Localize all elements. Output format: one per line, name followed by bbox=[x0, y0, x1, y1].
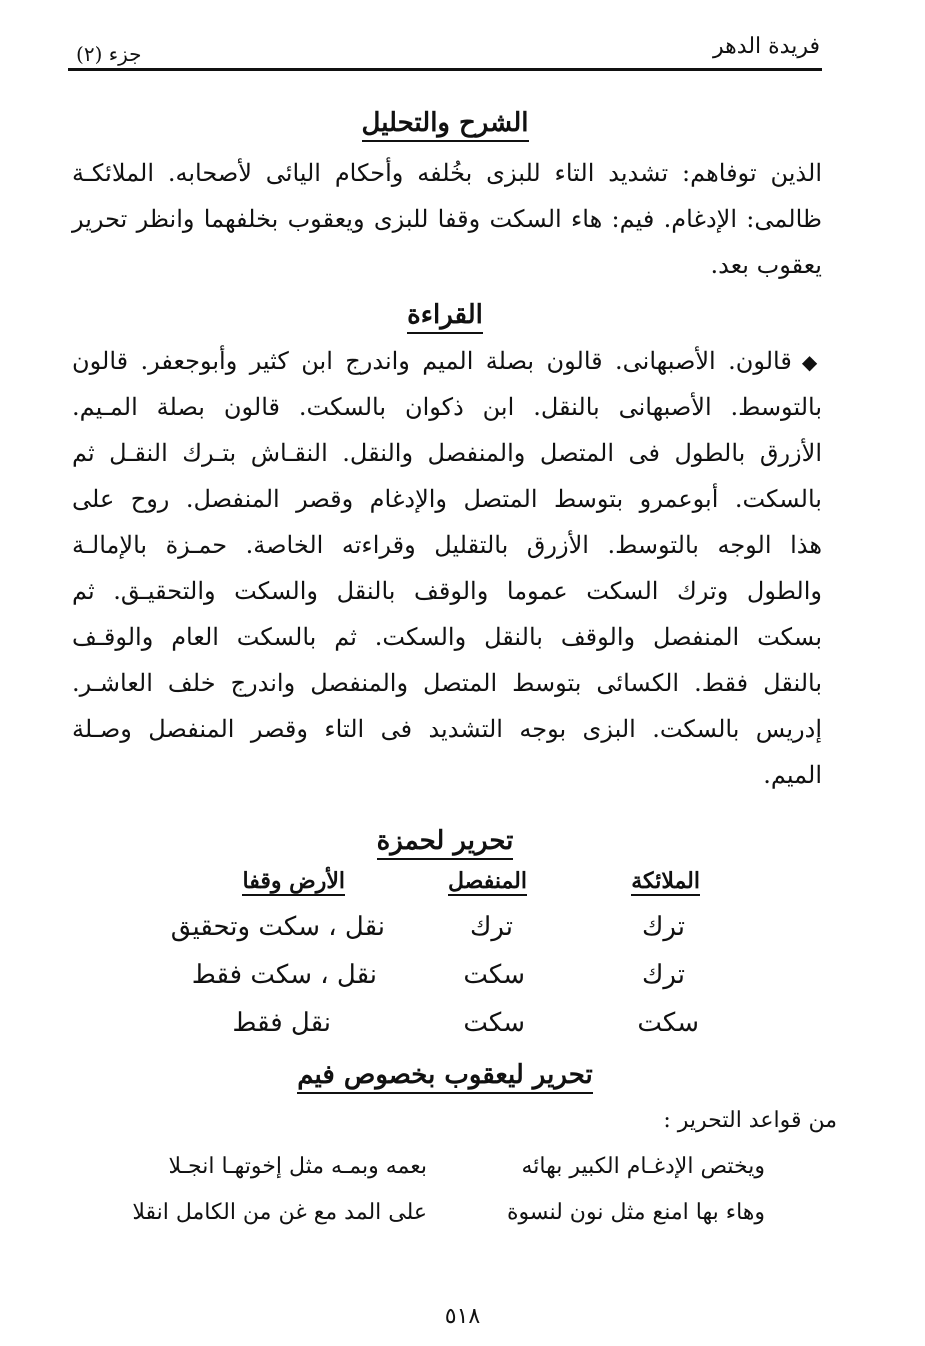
table-cell: سكت bbox=[463, 1008, 525, 1038]
qiraa-line-3: الأزرق بالطول فى المتصل والمنفصل والنقل. النقـاش بتـرك النقـل ثم bbox=[72, 439, 822, 467]
page-number: ٥١٨ bbox=[444, 1304, 481, 1329]
qiraa-line-10: الميم. bbox=[763, 761, 822, 789]
qiraa-heading: القراءة bbox=[0, 300, 890, 330]
table-cell: نقل فقط bbox=[232, 1008, 331, 1038]
poem-verse-2-left: على المد مع غن من الكامل انقلا bbox=[132, 1200, 427, 1225]
table-header-ard: الأرض وقفا bbox=[242, 868, 345, 894]
table-cell: نقل ، سكت فقط bbox=[191, 960, 377, 990]
qiraa-line-2: بالتوسط. الأصبهانى بالنقل. ابن ذكوان بالسكت. قالون بصلة المـيم. bbox=[72, 393, 822, 421]
qiraa-line-9: إدريس بالسكت. البزى بوجه التشديد فى التاء وقصر المنفصل وصـلة bbox=[72, 715, 822, 743]
hamza-heading: تحرير لحمزة bbox=[0, 826, 890, 856]
poem-verse-1-right: ويختص الإدغـام الكبير بهائه bbox=[521, 1154, 765, 1179]
qiraa-line-8: بالنقل فقط. الكسائى بتوسط المتصل والمنفصل واندرج خلف العاشـر. bbox=[72, 669, 822, 697]
yaqub-heading: تحرير ليعقوب بخصوص فيم bbox=[0, 1060, 890, 1090]
qiraa-line-1: ◆قالون. الأصبهانى. قالون بصلة الميم واندرج ابن كثير وأبوجعفر. قالون bbox=[72, 347, 823, 375]
rules-intro: من قواعد التحرير : bbox=[663, 1108, 837, 1133]
table-cell: سكت bbox=[463, 960, 525, 990]
table-header-munfasil: المنفصل bbox=[447, 868, 527, 894]
qiraa-line-4: بالسكت. أبوعمرو بتوسط المتصل والإدغام وقصر المنفصل. روح على bbox=[72, 485, 822, 513]
table-cell: ترك bbox=[469, 912, 513, 942]
sharh-line-2: ظالمى: الإدغام. فيم: هاء السكت وقفا للبزى ويعقوب بخلفهما وانظر تحرير bbox=[72, 205, 822, 233]
table-cell: ترك bbox=[641, 912, 685, 942]
qiraa-line-6: والطول وترك السكت عموما والوقف بالنقل والسكت والتحقيـق. ثم bbox=[72, 577, 822, 605]
sharh-paragraph bbox=[72, 150, 822, 288]
table-cell: نقل ، سكت وتحقيق bbox=[170, 912, 385, 942]
header-divider bbox=[68, 68, 822, 71]
sharh-line-1: الذين توفاهم: تشديد التاء للبزى بخُلفه وأحكام اليائى لأصحابه. الملائكـة bbox=[72, 159, 822, 187]
sharh-heading: الشرح والتحليل bbox=[0, 108, 890, 138]
table-cell: سكت bbox=[637, 1008, 699, 1038]
table-cell: ترك bbox=[641, 960, 685, 990]
table-header-malaika: الملائكة bbox=[631, 868, 700, 894]
sharh-line-3: يعقوب بعد. bbox=[710, 251, 822, 279]
poem-verse-2-right: وهاء بها امنع مثل نون لنسوة bbox=[506, 1200, 765, 1225]
qiraa-line-7: بسكت المنفصل والوقف بالنقل والسكت. ثم بالسكت العام والوقـف bbox=[72, 623, 822, 651]
poem-verse-1-left: بعمه وبمـه مثل إخوتهـا انجـلا bbox=[168, 1154, 427, 1179]
book-title: فريدة الدهر bbox=[713, 34, 820, 59]
page-header bbox=[68, 30, 820, 68]
qiraa-paragraph bbox=[72, 338, 822, 798]
diamond-bullet-icon: ◆ bbox=[801, 350, 823, 374]
part-label: جزء (٢) bbox=[76, 42, 142, 66]
qiraa-line-5: هذا الوجه بالتوسط. الأزرق بالتقليل وقراءته الخاصة. حمـزة بالإمالـة bbox=[72, 531, 822, 559]
